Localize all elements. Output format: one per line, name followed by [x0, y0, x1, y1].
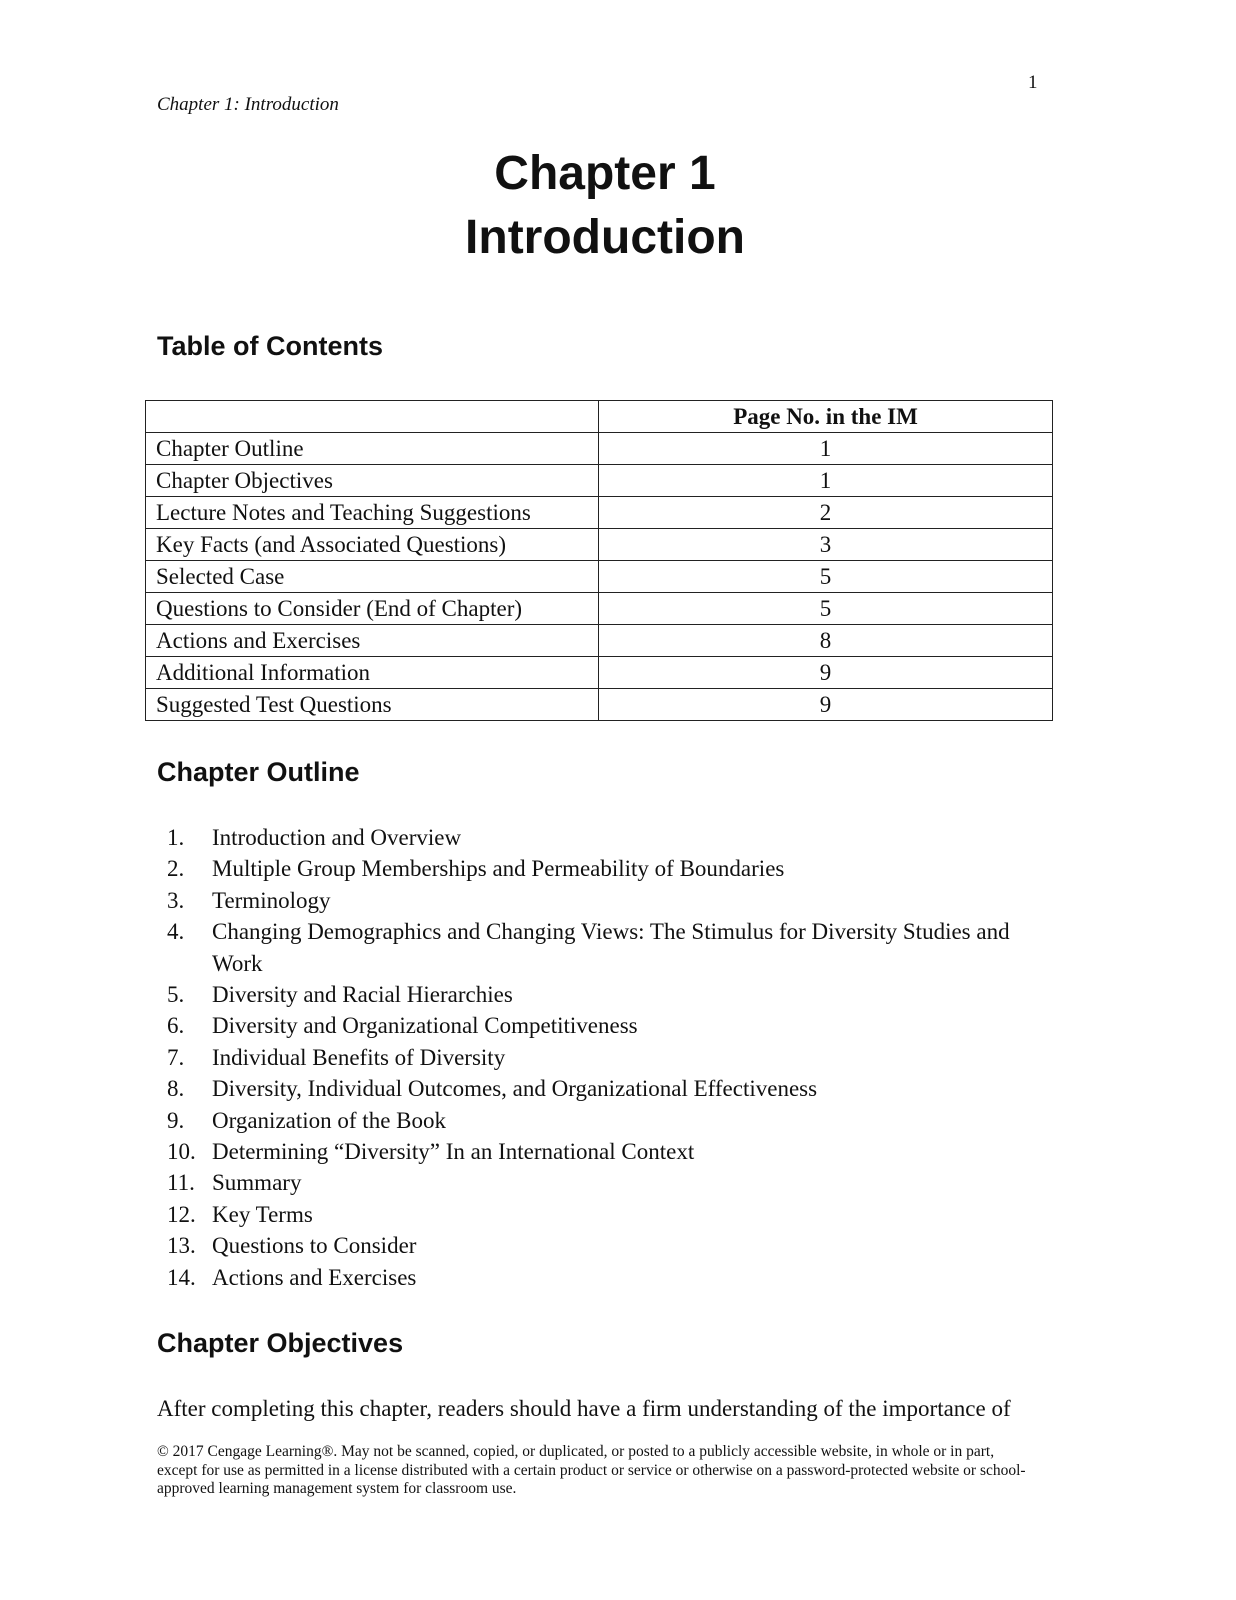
outline-item: [157, 1136, 1057, 1167]
copyright-footer: © 2017 Cengage Learning®. May not be scanned, copied, or duplicated, or posted to a publicly accessible website, in whole or in part, except for use as permitted in a license distributed with a certain product or service or otherwise on a password-protected website or school-approved learning management system for classroom use.: [157, 1443, 1026, 1497]
outline-item-number: 8.: [167, 1076, 185, 1102]
outline-item: [157, 979, 1057, 1010]
toc-row-page: 5: [599, 593, 1053, 625]
toc-row-page: 5: [599, 561, 1053, 593]
outline-item-text: Key Terms: [212, 1201, 313, 1227]
outline-item-text: Determining “Diversity” In an International Context: [212, 1139, 695, 1165]
outline-item-number: 4.: [167, 919, 185, 945]
outline-item-number: 6.: [167, 1013, 185, 1039]
running-head: Chapter 1: Introduction: [157, 94, 339, 115]
outline-item: [157, 1230, 1057, 1261]
outline-item-text: Individual Benefits of Diversity: [212, 1044, 506, 1070]
outline-item-text: Questions to Consider: [212, 1233, 417, 1259]
outline-item: [157, 1167, 1057, 1198]
toc-row: [146, 657, 1053, 689]
toc-row-label: Selected Case: [146, 561, 599, 593]
outline-item-number: 2.: [167, 856, 185, 882]
outline-item-number: 1.: [167, 825, 185, 850]
outline-item: [157, 885, 1057, 916]
page-number: 1: [1028, 72, 1038, 93]
toc-row: [146, 561, 1053, 593]
outline-item-text: Actions and Exercises: [212, 1264, 417, 1290]
toc-row: [146, 529, 1053, 561]
toc-row-page: 3: [599, 529, 1053, 561]
toc-row-label: Suggested Test Questions: [146, 689, 599, 721]
chapter-title: [0, 142, 1210, 270]
toc-row: [146, 465, 1053, 497]
outline-item-text: Multiple Group Memberships and Permeability of Boundaries: [212, 856, 785, 882]
toc-row-page: 1: [599, 465, 1053, 497]
toc-table: [145, 400, 1053, 721]
outline-item-number: 14.: [167, 1264, 196, 1290]
outline-item-number: 5.: [167, 982, 185, 1008]
toc-row-label: Chapter Objectives: [146, 465, 599, 497]
outline-item-text: Changing Demographics and Changing Views: The Stimulus for Diversity Studies and Work: [212, 919, 1010, 976]
outline-list: [157, 822, 1057, 1293]
toc-header-page: Page No. in the IM: [599, 401, 1053, 433]
toc-heading: Table of Contents: [157, 331, 383, 361]
outline-item-number: 10.: [167, 1139, 196, 1165]
outline-item: [157, 1042, 1057, 1073]
toc-row-label: Actions and Exercises: [146, 625, 599, 657]
toc-row: [146, 625, 1053, 657]
outline-item-text: Diversity, Individual Outcomes, and Organizational Effectiveness: [212, 1076, 818, 1102]
toc-row-label: Key Facts (and Associated Questions): [146, 529, 599, 561]
outline-item: [157, 1073, 1057, 1104]
toc-row-page: 8: [599, 625, 1053, 657]
toc-row: [146, 689, 1053, 721]
toc-row: [146, 593, 1053, 625]
outline-item-text: Terminology: [212, 887, 331, 913]
toc-row-page: 1: [599, 433, 1053, 465]
outline-item-number: 13.: [167, 1233, 196, 1259]
toc-row-label: Questions to Consider (End of Chapter): [146, 593, 599, 625]
outline-item: [157, 1105, 1057, 1136]
outline-item-text: Diversity and Racial Hierarchies: [212, 982, 513, 1008]
toc-row: [146, 497, 1053, 529]
outline-item-number: 11.: [167, 1170, 195, 1196]
toc-row: [146, 433, 1053, 465]
toc-row-label: Additional Information: [146, 657, 599, 689]
outline-item: [157, 1199, 1057, 1230]
outline-heading: Chapter Outline: [157, 757, 360, 787]
outline-item-number: 9.: [167, 1107, 185, 1133]
outline-item-number: 7.: [167, 1044, 185, 1070]
outline-item: [157, 1262, 1057, 1293]
outline-item-number: 12.: [167, 1201, 196, 1227]
toc-row-label: Lecture Notes and Teaching Suggestions: [146, 497, 599, 529]
outline-item-text: Summary: [212, 1170, 302, 1196]
outline-item-text: Diversity and Organizational Competitiveness: [212, 1013, 638, 1039]
toc-row-page: 9: [599, 689, 1053, 721]
objectives-text: After completing this chapter, readers should have a firm understanding of the importance of: [157, 1396, 1011, 1421]
outline-item-number: 3.: [167, 887, 185, 913]
outline-item-text: Organization of the Book: [212, 1107, 446, 1133]
toc-header-label: [146, 401, 599, 433]
objectives-heading: Chapter Objectives: [157, 1328, 404, 1358]
outline-item: [157, 1010, 1057, 1041]
outline-item-text: Introduction and Overview: [212, 825, 462, 850]
toc-row-page: 2: [599, 497, 1053, 529]
outline-item: [157, 916, 1057, 979]
outline-item: [157, 822, 1057, 853]
chapter-title-line1: Chapter 1: [494, 147, 716, 200]
toc-row-page: 9: [599, 657, 1053, 689]
chapter-title-line2: Introduction: [465, 211, 745, 264]
toc-row-label: Chapter Outline: [146, 433, 599, 465]
toc-header-row: [146, 401, 1053, 433]
outline-item: [157, 853, 1057, 884]
